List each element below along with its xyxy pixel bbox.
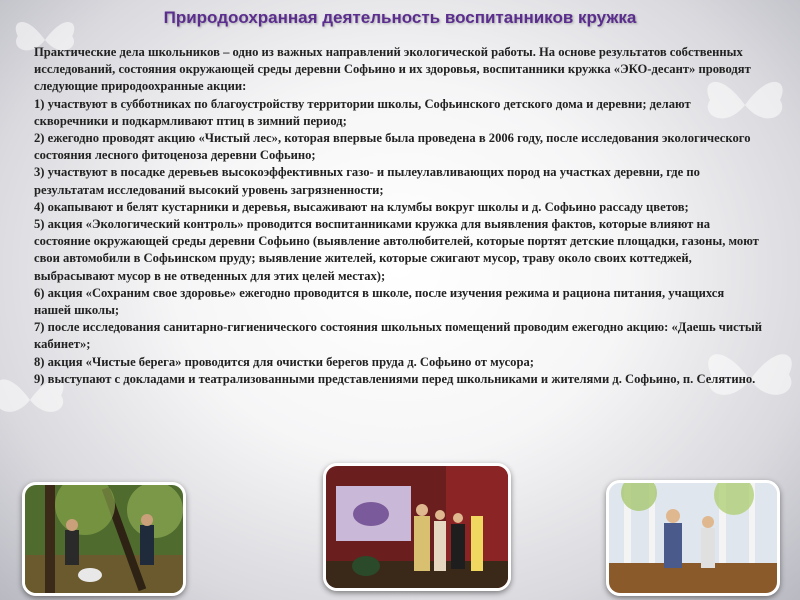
list-item: 3) участвуют в посадке деревьев высокоэффективных газо- и пылеулавливающих пород на участках деревни, где по результатам исследований высокий уровень загрязненности; (34, 165, 700, 197)
list-item: 4) окапывают и белят кустарники и деревья, высаживают на клумбы вокруг школы и д. Софьино рассаду цветов; (34, 199, 689, 214)
list-item: 1) участвуют в субботниках по благоустройству территории школы, Софьинского детского дома и деревни; делают скворечники и подкармливают птиц в зимний период; (34, 96, 691, 128)
list-item: 8) акция «Чистые берега» проводится для очистки берегов пруда д. Софьино от мусора; (34, 354, 534, 369)
list-item: 2) ежегодно проводят акцию «Чистый лес», которая впервые была проведена в 2006 году, после исследования экологического состояния лесного фитоценоза деревни Софьино; (34, 131, 751, 163)
forest-cleanup-photo (22, 482, 186, 596)
birch-stage-photo (606, 480, 780, 596)
page-title: Природоохранная деятельность воспитанников кружка (163, 8, 637, 27)
list-item: 5) акция «Экологический контроль» проводится воспитанниками кружка для выявления фактов, которые влияют на состояние окружающей среды деревни Софьино (выявление автолюбителей, которые портят детские площадки, газоны, моют свои автомобили в Софьинском пруду; выявление жителей, которые сжигают мусор, траву около своих коттеджей, выбрасывают мусор в не отведенных для этих целей местах); (34, 217, 759, 283)
stage-performance-photo (323, 463, 511, 591)
list-item: 9) выступают с докладами и театрализованными представлениями перед школьниками и жителями д. Софьино, п. Селятино. (34, 371, 756, 386)
intro-paragraph: Практические дела школьников – одно из важных направлений экологической работы. На основе результатов собственных исследований, состояния окружающей среды деревни Софьино и их здоровья, воспитанники кружка «ЭКО-десант» проводят следующие природоохранные акции: (34, 45, 751, 94)
list-item: 6) акция «Сохраним свое здоровье» ежегодно проводится в школе, после изучения режима и рациона питания, учащихся нашей школы; (34, 285, 725, 318)
main-text (34, 44, 764, 388)
list-item: 7) после исследования санитарно-гигиенического состояния школьных помещений проводим ежегодно акцию: «Даешь чистый кабинет»; (34, 320, 763, 352)
